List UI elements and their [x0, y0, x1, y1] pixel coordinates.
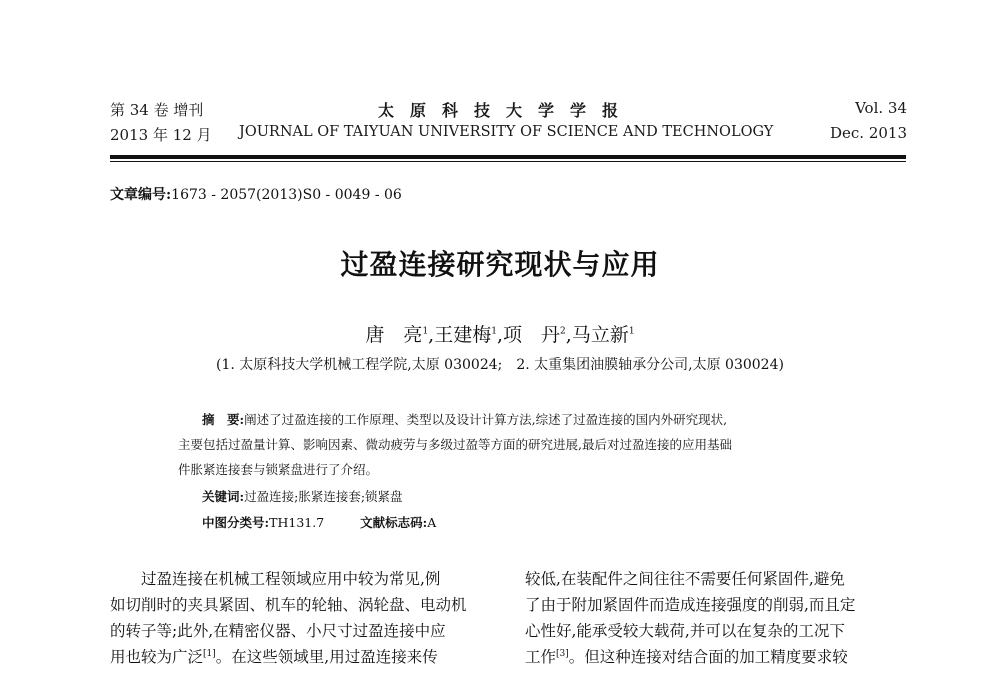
abstract-line-2: 主要包括过盈量计算、影响因素、微动疲劳与多级过盈等方面的研究进展,最后对过盈连接的应用基础: [178, 437, 732, 452]
keywords-label: 关键词:: [202, 489, 245, 504]
journal-title-cn: 太 原 科 技 大 学 学 报: [378, 101, 619, 120]
abstract-line-3: 件胀紧连接套与锁紧盘进行了介绍。: [178, 462, 379, 477]
author: 马立新$^1$: [571, 324, 635, 346]
author: 项 丹$^2$: [503, 324, 566, 346]
paper-title: 过盈连接研究现状与应用: [340, 248, 660, 281]
article-number: [110, 184, 402, 204]
body-column-right: [525, 566, 855, 670]
body-line: 的转子等;此外,在精密仪器、小尺寸过盈连接中应: [110, 622, 446, 640]
author: 王建梅$^1$: [434, 324, 497, 346]
header-rule-thin: [110, 161, 906, 162]
volume-cn: 第 34 卷 增刊: [110, 101, 204, 119]
article-number-value: 1673 - 2057(2013)S0 - 0049 - 06: [171, 187, 402, 203]
body-column-left: [110, 566, 467, 670]
affiliations: (1. 太原科技大学机械工程学院,太原 030024; 2. 太重集团油膜轴承分公司,太原 030024): [216, 357, 784, 373]
article-number-label: 文章编号:: [110, 187, 172, 203]
author: 唐 亮$^1$: [365, 324, 429, 346]
body-line: 过盈连接在机械工程领域应用中较为常见,例: [110, 570, 441, 588]
classification: [202, 513, 436, 531]
abstract-label: 摘 要:: [202, 412, 245, 427]
body-line: 如切削时的夹具紧固、机车的轮轴、涡轮盘、电动机: [110, 596, 467, 614]
journal-title-en: JOURNAL OF TAIYUAN UNIVERSITY OF SCIENCE AND TECHNOLOGY: [239, 124, 774, 140]
doc-code-label: 文献标志码:: [360, 515, 428, 530]
header-rule-thick: [110, 155, 906, 159]
classification-value: TH131.7: [269, 515, 325, 530]
classification-label: 中图分类号:: [202, 515, 270, 530]
body-line: 较低,在装配件之间往往不需要任何紧固件,避免: [525, 570, 845, 588]
citation: [1]: [203, 648, 216, 659]
body-line: 工作[3]。但这种连接对结合面的加工精度要求较: [525, 648, 848, 666]
date-en: Dec. 2013: [829, 124, 907, 142]
keywords-value: 过盈连接;胀紧连接套;锁紧盘: [244, 489, 403, 504]
author-list: 唐 亮$^1$,王建梅$^1$,项 丹$^2$,马立新$^1$: [365, 324, 635, 346]
volume-en: Vol. 34: [855, 99, 907, 117]
date-cn: 2013 年 12 月: [110, 126, 212, 144]
body-line: 心性好,能承受较大载荷,并可以在复杂的工况下: [525, 622, 845, 640]
abstract-line-1: 摘 要:阐述了过盈连接的工作原理、类型以及设计计算方法,综述了过盈连接的国内外研究现状,: [202, 412, 728, 427]
body-line: 了由于附加紧固件而造成连接强度的削弱,而且定: [525, 596, 856, 614]
body-line: 用也较为广泛[1]。在这些领域里,用过盈连接来传: [110, 648, 438, 666]
doc-code-value: A: [427, 515, 437, 530]
citation: [3]: [556, 648, 569, 659]
keywords: [202, 487, 403, 505]
